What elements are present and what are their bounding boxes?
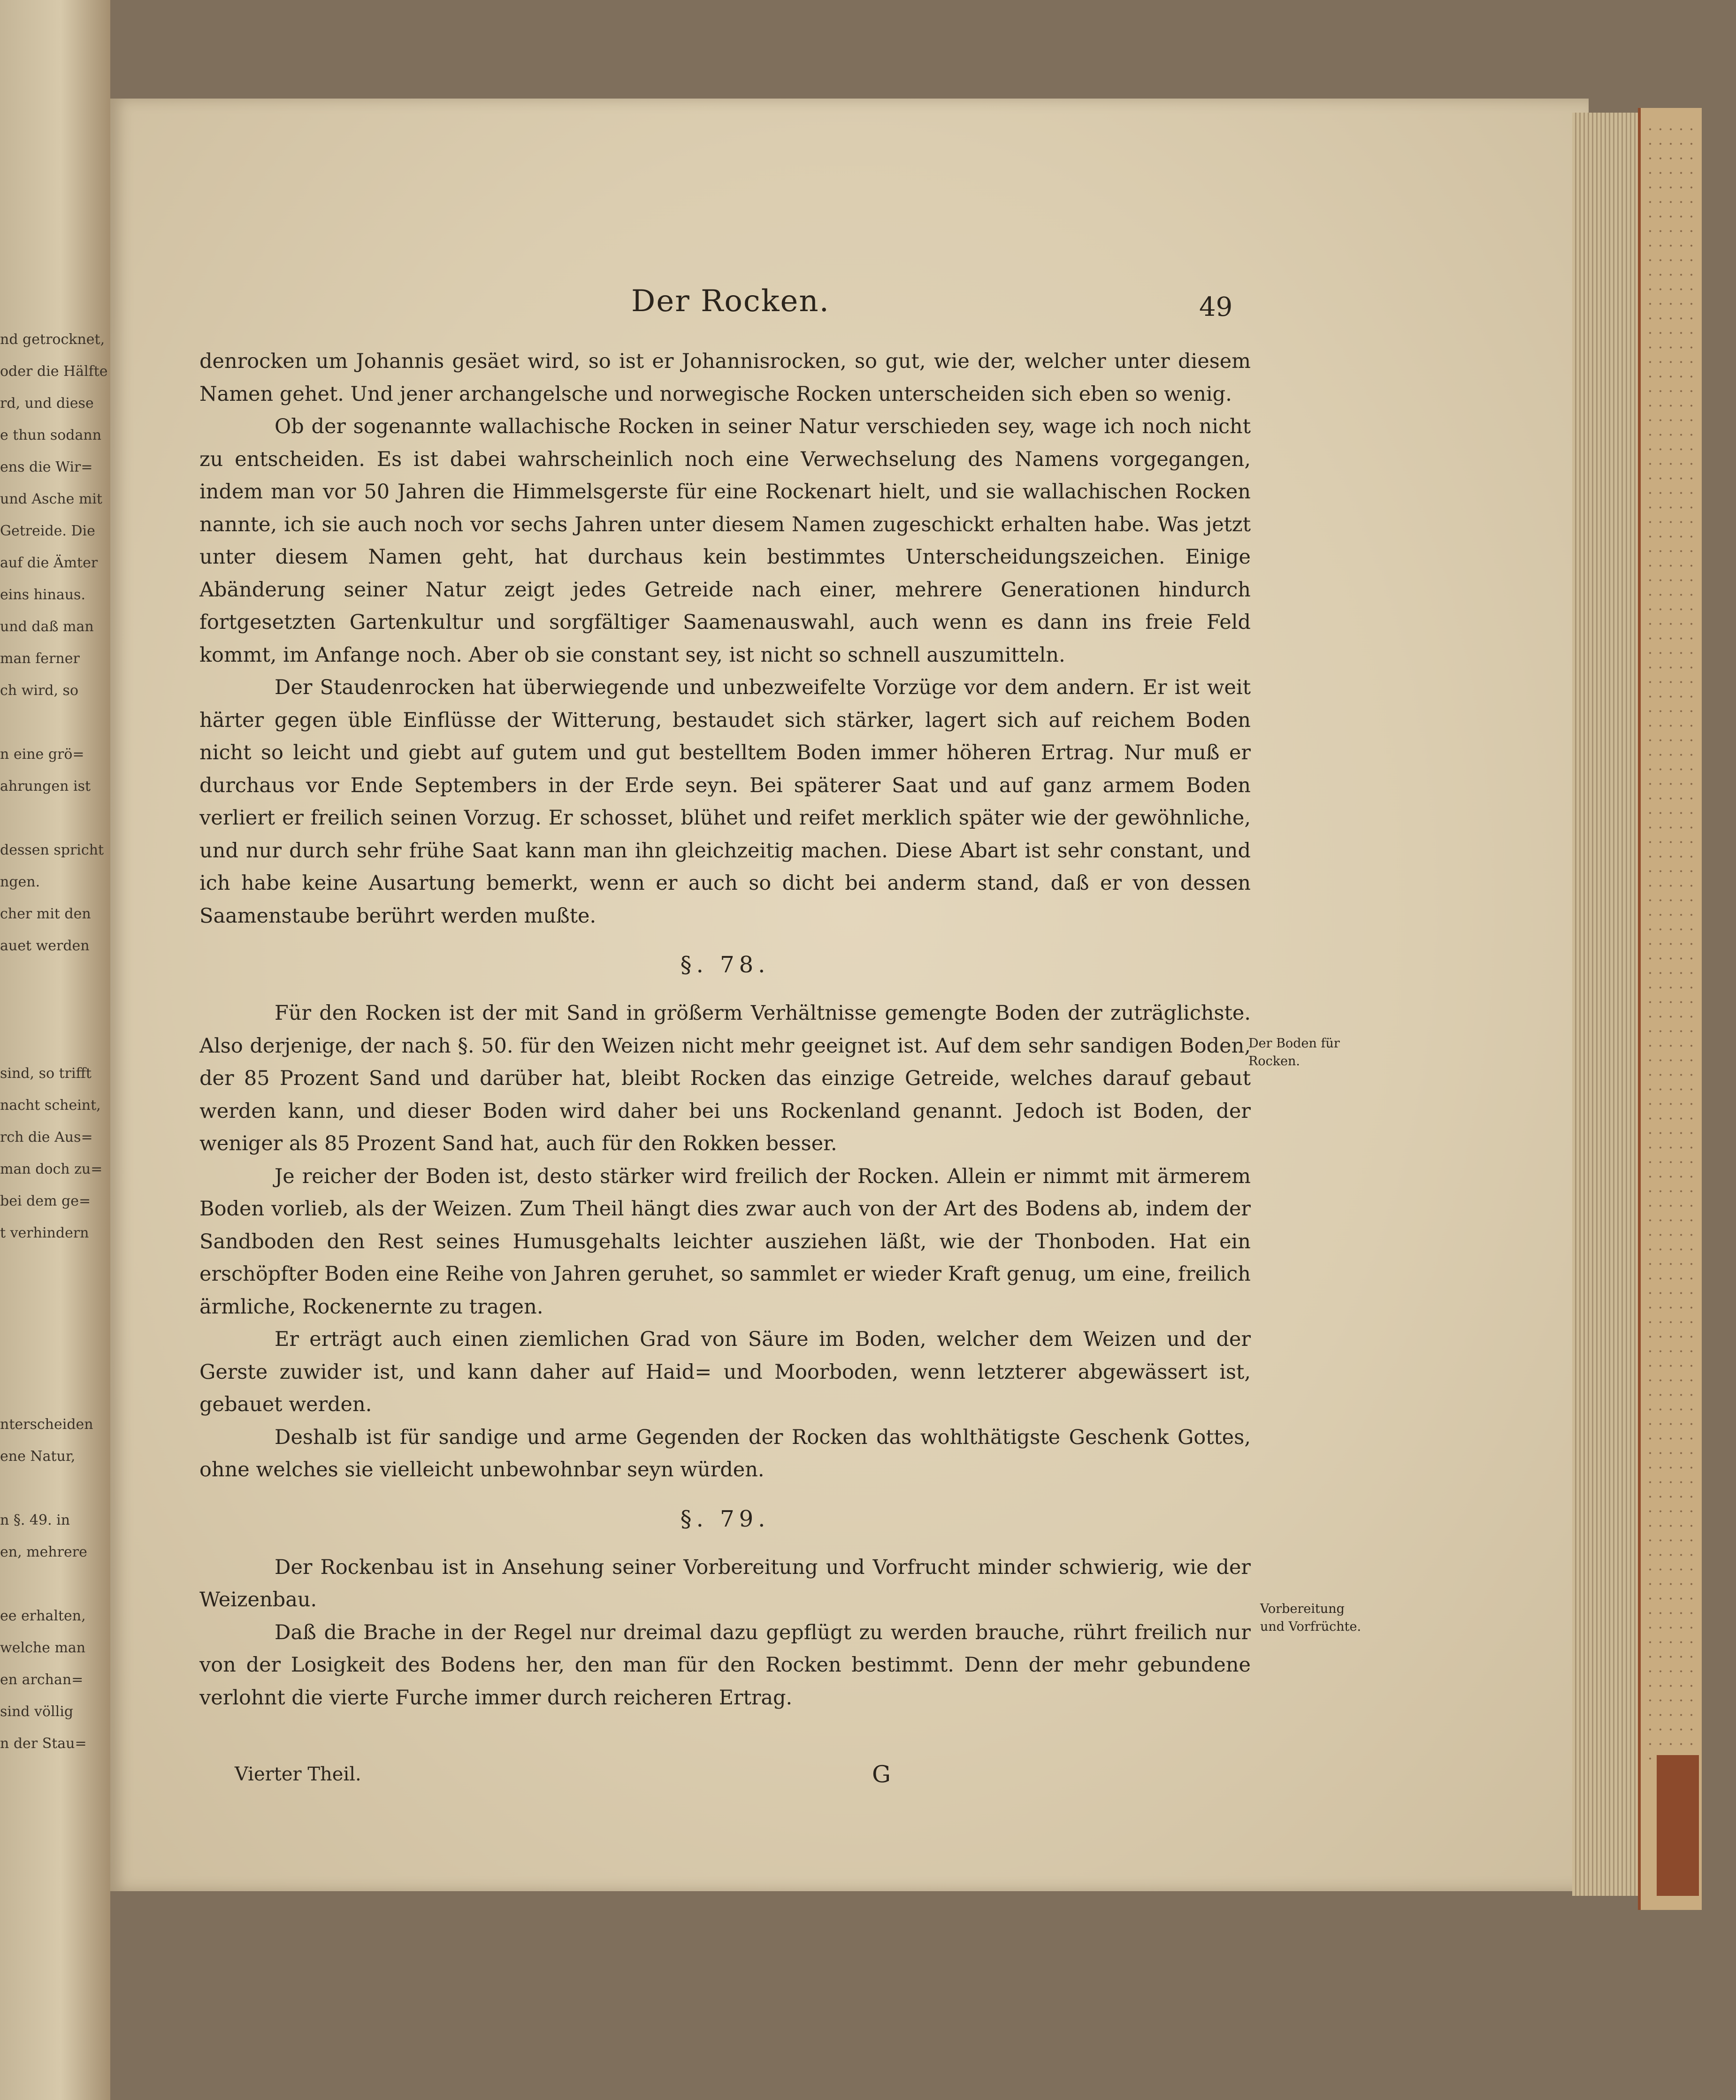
- left-fragment-line: Getreide. Die: [0, 523, 95, 539]
- page-stack-edge: [1572, 113, 1638, 1896]
- marginal-note-line: und Vorfrüchte.: [1260, 1619, 1361, 1634]
- left-fragment-line: auf die Ämter: [0, 555, 98, 571]
- left-fragment-line: en archan=: [0, 1672, 84, 1688]
- left-fragment-line: sind, so trifft: [0, 1065, 92, 1082]
- left-fragment-line: [0, 994, 87, 1026]
- left-fragment-line: ahrungen ist: [0, 778, 91, 794]
- left-fragment-line: ee erhalten,: [0, 1608, 86, 1624]
- left-fragment-line: [0, 1377, 87, 1409]
- left-fragment-line: [0, 962, 87, 994]
- marginal-note-soil: [1248, 1035, 1389, 1070]
- left-fragment-line: nacht scheint,: [0, 1097, 101, 1114]
- marginal-note-line: Der Boden für: [1248, 1036, 1340, 1051]
- left-fragment-line: eins hinaus.: [0, 587, 85, 603]
- left-fragment-line: rch die Aus=: [0, 1129, 93, 1145]
- cover-speckle: [1645, 122, 1697, 1764]
- cover-corner: [1657, 1755, 1699, 1896]
- left-fragment-line: ene Natur,: [0, 1448, 76, 1465]
- left-fragment-line: ngen.: [0, 874, 40, 890]
- left-fragment-line: man doch zu=: [0, 1161, 103, 1177]
- left-fragment-line: auet werden: [0, 938, 90, 954]
- printer-signature-mark: G: [872, 1761, 891, 1788]
- section-heading-79: §. 79.: [680, 1505, 770, 1532]
- left-fragment-line: cher mit den: [0, 906, 91, 922]
- left-fragment-line: [0, 802, 87, 834]
- left-fragment-line: ch wird, so: [0, 682, 79, 699]
- page-number: 49: [1199, 292, 1233, 322]
- section-heading-78: §. 78.: [680, 952, 770, 978]
- paragraph: Ob der sogenannte wallachische Rocken in seiner Natur verschieden sey, wage ich noch nicht zu entscheiden. Es ist dabei wahrscheinlich noch eine Verwechselung des Namens vorgegangen, indem man vor 50 Jahren die Himmelsgerste für eine Rockenart hielt, und sie wallachischen Rocken nannte, ich sie auch noch vor sechs Jahren unter diesem Namen zugeschickt erhalten habe. Was jetzt unter diesem Namen geht, hat durchaus kein bestimmtes Unterscheidungszeichen. Einige Abänderung seiner Natur zeigt jedes Getreide nach einer, mehrere Generationen hindurch fortgesetzten Gartenkultur und sorgfältiger Saamenauswahl, auch wenn es dann ins freie Feld kommt, im Anfange noch. Aber ob sie constant sey, ist nicht so schnell auszumitteln.: [199, 415, 1251, 667]
- left-fragment-line: t verhindern: [0, 1225, 89, 1241]
- left-fragment-line: [0, 1281, 87, 1313]
- left-fragment-line: n der Stau=: [0, 1735, 87, 1752]
- paragraph: Er erträgt auch einen ziemlichen Grad von Säure im Boden, welcher dem Weizen und der Gerste zuwider ist, und kann daher auf Haid= und Moorboden, wenn letzterer abgewässert ist, gebauet werden.: [199, 1328, 1251, 1416]
- paragraph: Deshalb ist für sandige und arme Gegenden der Rocken das wohlthätigste Geschenk Gottes, ohne welches sie vielleicht unbewohnbar seyn würden.: [199, 1425, 1251, 1481]
- left-fragment-line: ens die Wir=: [0, 459, 93, 475]
- left-fragment-line: [0, 1473, 87, 1504]
- paragraph: Je reicher der Boden ist, desto stärker wird freilich der Rocken. Allein er nimmt mit ärmerem Boden vorlieb, als der Weizen. Zum Theil hängt dies zwar auch von der Art des Bodens ab, indem der Sandboden den Rest seines Humusgehalts leichter ausziehen läßt, wie der Thonboden. Hat ein erschöpfter Boden eine Reihe von Jahren geruhet, so sammlet er wieder Kraft genug, um eine, freilich ärmliche, Rockenernte zu tragen.: [199, 1164, 1251, 1319]
- left-fragment-line: [0, 1026, 87, 1058]
- left-fragment-line: n eine grö=: [0, 746, 84, 763]
- left-fragment-line: und Asche mit: [0, 491, 102, 507]
- left-fragment-line: en, mehrere: [0, 1544, 87, 1560]
- left-fragment-line: n §. 49. in: [0, 1512, 70, 1528]
- left-fragment-line: und daß man: [0, 619, 94, 635]
- marginal-note-line: Vorbereitung: [1260, 1602, 1345, 1616]
- marginal-note-line: Rocken.: [1248, 1054, 1300, 1069]
- left-fragment-line: e thun sodann: [0, 427, 102, 443]
- left-fragment-line: [0, 1568, 87, 1600]
- body-text: [199, 345, 1251, 1714]
- left-fragment-line: nterscheiden: [0, 1416, 93, 1433]
- paragraph: denrocken um Johannis gesäet wird, so ist er Johannisrocken, so gut, wie der, welcher unter diesem Namen gehet. Und jener archangelsche und norwegische Rocken unterscheiden sich eben so wenig.: [199, 350, 1251, 406]
- marginal-note-preparation: [1260, 1600, 1401, 1636]
- left-fragment-line: [0, 1249, 87, 1281]
- left-page-edge: [0, 0, 110, 2100]
- left-fragment-line: [0, 707, 87, 739]
- left-page-fragment: [0, 324, 108, 1760]
- paragraph: Der Rockenbau ist in Ansehung seiner Vorbereitung und Vorfrucht minder schwierig, wie der Weizenbau.: [199, 1555, 1251, 1611]
- left-fragment-line: man ferner: [0, 650, 80, 667]
- left-fragment-line: sind völlig: [0, 1703, 74, 1720]
- left-fragment-line: [0, 1313, 87, 1345]
- paragraph: Für den Rocken ist der mit Sand in größerm Verhältnisse gemengte Boden der zuträglichste. Also derjenige, der nach §. 50. für den Weizen nicht mehr geeignet ist. Auf dem sehr sandigen Boden, der 85 Prozent Sand und darüber hat, bleibt Rocken das einzige Getreide, welches darauf gebaut werden kann, und dieser Boden wird daher bei uns Rockenland genannt. Jedoch ist Boden, der weniger als 85 Prozent Sand hat, auch für den Rokken besser.: [199, 1001, 1251, 1155]
- left-fragment-line: dessen spricht: [0, 842, 104, 858]
- footer-volume-note: Vierter Theil.: [235, 1764, 361, 1785]
- left-fragment-line: oder die Hälfte: [0, 363, 108, 380]
- left-fragment-line: rd, und diese: [0, 395, 94, 412]
- left-fragment-line: welche man: [0, 1640, 86, 1656]
- left-fragment-line: [0, 1345, 87, 1377]
- left-fragment-line: bei dem ge=: [0, 1193, 91, 1209]
- paragraph: Daß die Brache in der Regel nur dreimal dazu gepflügt zu werden brauche, rührt freilich nur von der Losigkeit des Bodens her, den man für den Rocken bestimmt. Denn der mehr gebundene verlohnt die vierte Furche immer durch reicheren Ertrag.: [199, 1620, 1251, 1710]
- running-head: Der Rocken.: [631, 284, 830, 319]
- paragraph: Der Staudenrocken hat überwiegende und unbezweifelte Vorzüge vor dem andern. Er ist weit härter gegen üble Einflüsse der Witterung, bestaudet sich stärker, lagert sich auf reichem Boden nicht so leicht und giebt auf gutem und gut bestelltem Boden immer höheren Ertrag. Nur muß er durchaus vor Ende Septembers in der Erde seyn. Bei späterer Saat und auf ganz armem Boden verliert er freilich seinen Vorzug. Er schosset, blühet und reifet merklich später wie der gewöhnliche, und nur durch sehr frühe Saat kann man ihn gleichzeitig machen. Diese Abart ist sehr constant, und ich habe keine Ausartung bemerkt, wenn er auch so dicht bei anderm stand, daß er von dessen Saamenstaube berührt werden mußte.: [199, 676, 1251, 928]
- left-fragment-line: nd getrocknet,: [0, 331, 105, 348]
